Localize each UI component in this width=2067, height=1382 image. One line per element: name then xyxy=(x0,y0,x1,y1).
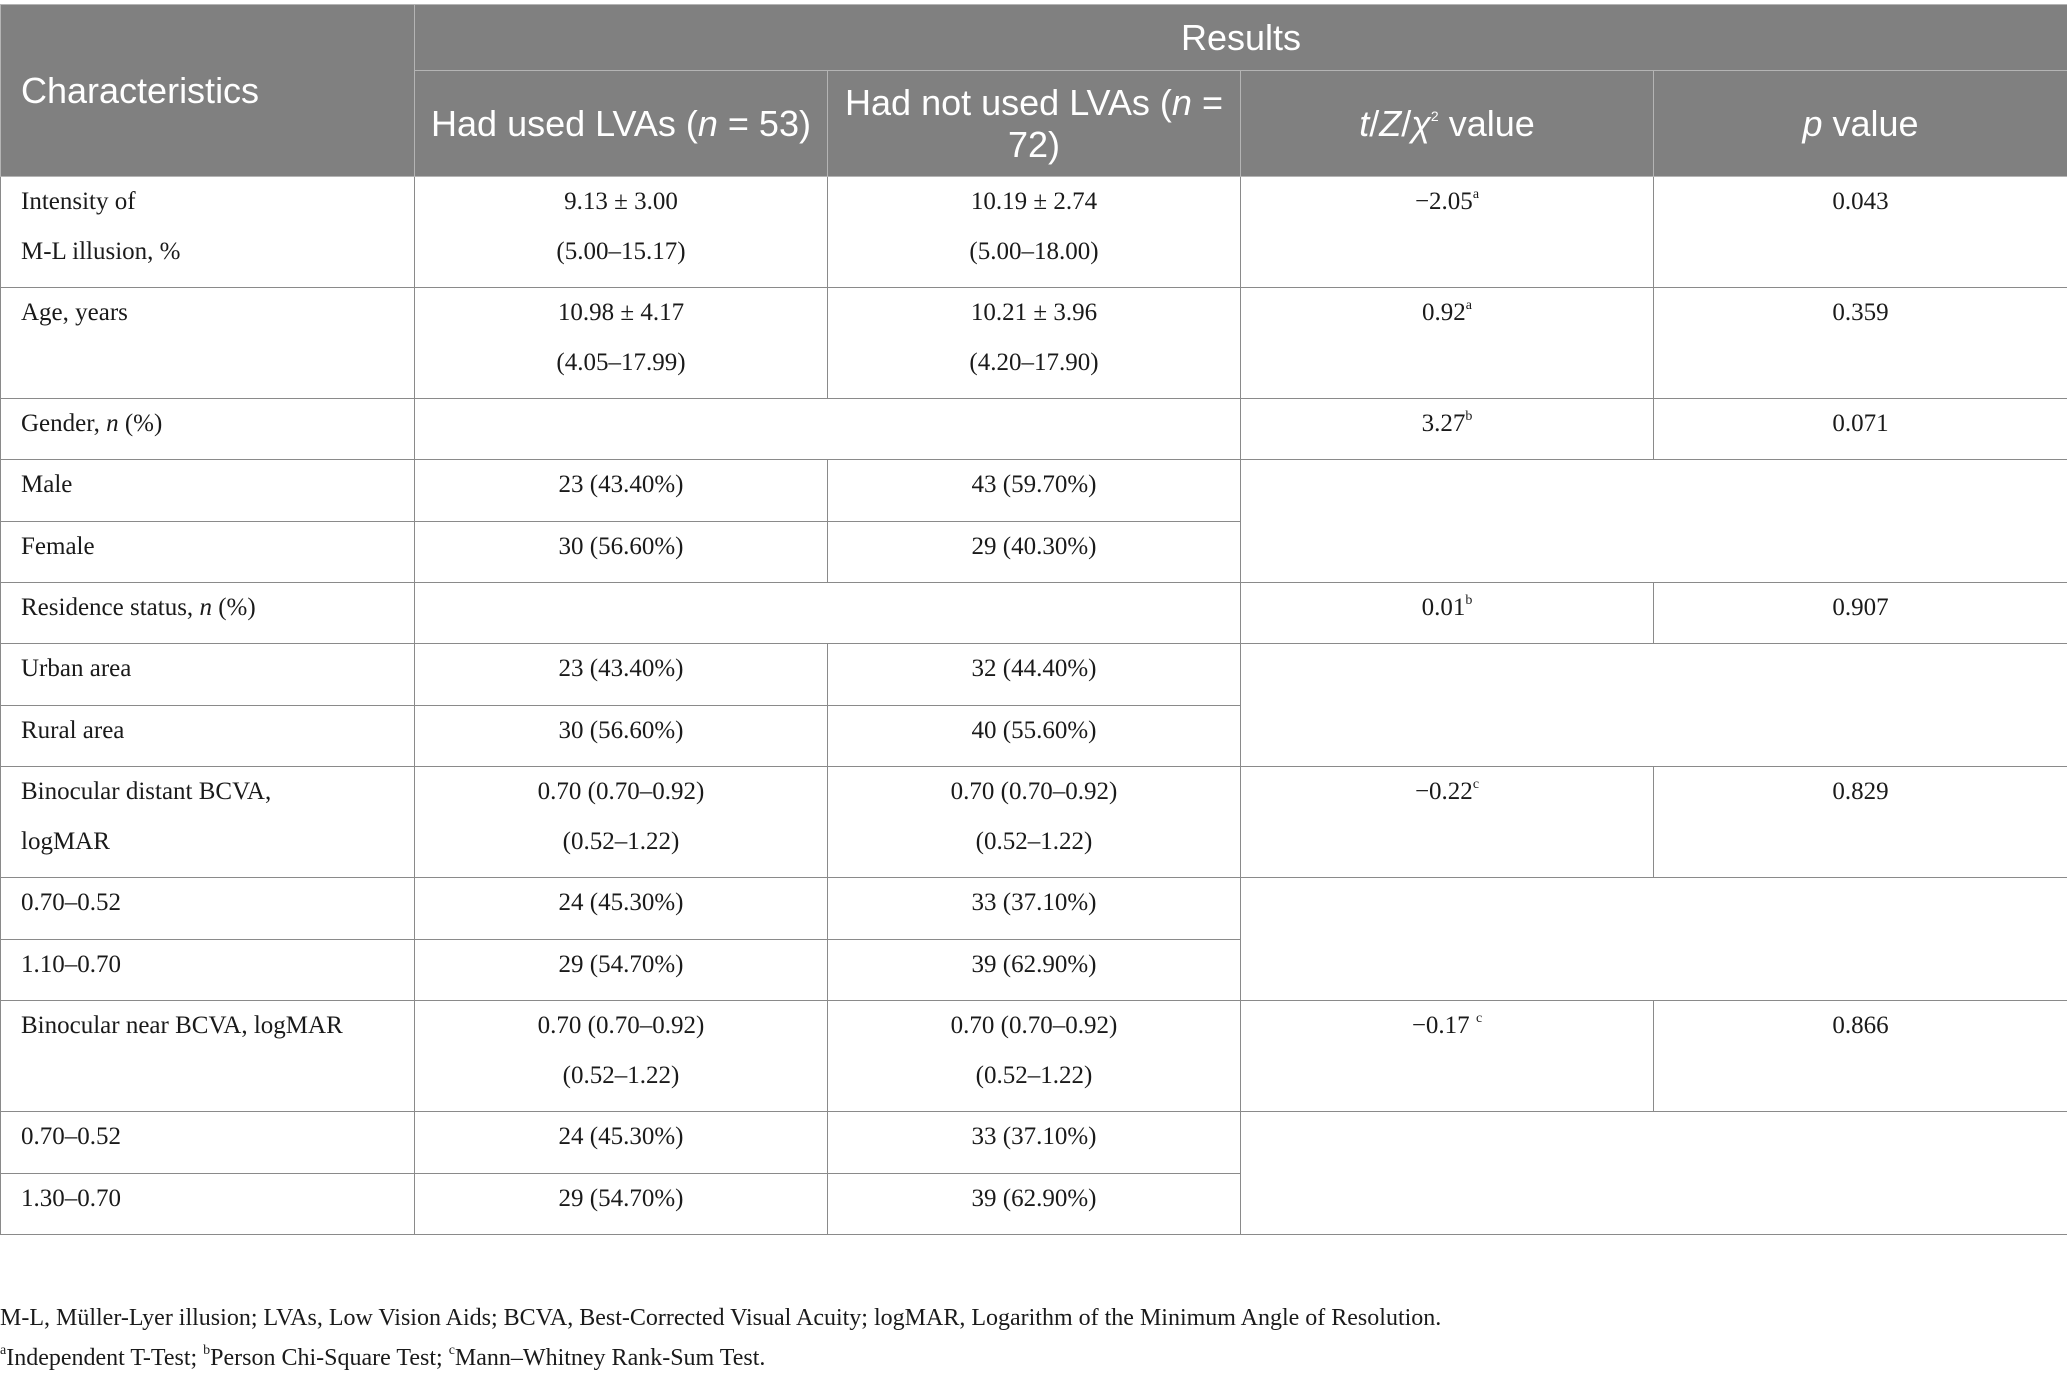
table-row xyxy=(1,460,2067,522)
table-row xyxy=(1,583,2067,644)
used-value: 24 (45.30%) xyxy=(415,1112,828,1174)
stat-value: −0.17 $^c$ xyxy=(1241,1001,1654,1112)
table-row xyxy=(1,644,2067,706)
used-value: 23 (43.40%) xyxy=(415,644,828,706)
row-label: Urban area xyxy=(1,644,415,706)
notused-value: 40 (55.60%) xyxy=(828,706,1241,767)
p-value: 0.359 xyxy=(1654,288,2067,399)
used-value: 0.70 (0.70–0.92) (0.52–1.22) xyxy=(415,1001,828,1112)
row-label: Intensity of M-L illusion, % xyxy=(1,177,415,288)
stat-value: 3.27$^b$ xyxy=(1241,399,1654,460)
table-row xyxy=(1,878,2067,940)
stat-value: 0.01$^b$ xyxy=(1241,583,1654,644)
used-value: 30 (56.60%) xyxy=(415,706,828,767)
header-characteristics: Characteristics xyxy=(1,5,415,177)
table-row xyxy=(1,399,2067,460)
notused-value: 10.19 ± 2.74 (5.00–18.00) xyxy=(828,177,1241,288)
row-label: Residence status, n (%) xyxy=(1,583,415,644)
abbreviations-footnote: M-L, Müller-Lyer illusion; LVAs, Low Vision Aids; BCVA, Best-Corrected Visual Acuity; logMAR, Logarithm of the Minimum Angle of Resolution. xyxy=(0,1305,1442,1331)
header-results: Results xyxy=(415,5,2067,71)
used-value: 0.70 (0.70–0.92) (0.52–1.22) xyxy=(415,767,828,878)
row-label: Age, years xyxy=(1,288,415,399)
empty-cell xyxy=(1241,1112,2067,1235)
header-had-used-lvas: Had used LVAs (n = 53) xyxy=(415,71,828,177)
table-row xyxy=(1,177,2067,288)
row-label: Male xyxy=(1,460,415,522)
p-value: 0.866 xyxy=(1654,1001,2067,1112)
notused-value: 33 (37.10%) xyxy=(828,878,1241,940)
p-value: 0.043 xyxy=(1654,177,2067,288)
row-label: Gender, n (%) xyxy=(1,399,415,460)
row-label: Binocular near BCVA, logMAR xyxy=(1,1001,415,1112)
p-value: 0.907 xyxy=(1654,583,2067,644)
row-label: Binocular distant BCVA, logMAR xyxy=(1,767,415,878)
table-row xyxy=(1,1001,2067,1112)
header-notused-n: (n = 72) xyxy=(1007,81,1223,165)
row-label: 1.30–0.70 xyxy=(1,1174,415,1235)
empty-cell xyxy=(1241,460,2067,583)
header-had-not-used-lvas: Had not used LVAs (n = 72) xyxy=(828,71,1241,177)
notused-value: 10.21 ± 3.96 (4.20–17.90) xyxy=(828,288,1241,399)
notused-value: 39 (62.90%) xyxy=(828,940,1241,1001)
row-label: 0.70–0.52 xyxy=(1,878,415,940)
header-used-n: (n = 53) xyxy=(685,102,811,144)
used-value: 29 (54.70%) xyxy=(415,1174,828,1235)
notused-value: 0.70 (0.70–0.92) (0.52–1.22) xyxy=(828,767,1241,878)
empty-cell xyxy=(415,583,1241,644)
used-value: 29 (54.70%) xyxy=(415,940,828,1001)
stat-value: −2.05$^a$ xyxy=(1241,177,1654,288)
characteristics-table xyxy=(0,4,2067,1235)
stat-value: 0.92$^a$ xyxy=(1241,288,1654,399)
used-value: 10.98 ± 4.17 (4.05–17.99) xyxy=(415,288,828,399)
used-value: 30 (56.60%) xyxy=(415,522,828,583)
empty-cell xyxy=(1241,878,2067,1001)
row-label: Rural area xyxy=(1,706,415,767)
notused-value: 0.70 (0.70–0.92) (0.52–1.22) xyxy=(828,1001,1241,1112)
p-value: 0.829 xyxy=(1654,767,2067,878)
row-label: 0.70–0.52 xyxy=(1,1112,415,1174)
table-row xyxy=(1,767,2067,878)
notused-value: 39 (62.90%) xyxy=(828,1174,1241,1235)
empty-cell xyxy=(415,399,1241,460)
header-p-value: p value xyxy=(1654,71,2067,177)
used-value: 9.13 ± 3.00 (5.00–15.17) xyxy=(415,177,828,288)
notused-value: 32 (44.40%) xyxy=(828,644,1241,706)
row-label: 1.10–0.70 xyxy=(1,940,415,1001)
empty-cell xyxy=(1241,644,2067,767)
tests-footnote: $^a$Independent T-Test; $^b$Person Chi-Square Test; $^c$Mann–Whitney Rank-Sum Test. xyxy=(0,1343,766,1371)
table-footnotes xyxy=(0,1298,2067,1378)
used-value: 23 (43.40%) xyxy=(415,460,828,522)
table-row xyxy=(1,288,2067,399)
header-stat-value: $t/Z/\chi^2$ value xyxy=(1241,71,1654,177)
table-row xyxy=(1,1112,2067,1174)
notused-value: 33 (37.10%) xyxy=(828,1112,1241,1174)
p-value: 0.071 xyxy=(1654,399,2067,460)
table-body xyxy=(1,177,2067,1235)
notused-value: 29 (40.30%) xyxy=(828,522,1241,583)
stat-value: −0.22$^c$ xyxy=(1241,767,1654,878)
notused-value: 43 (59.70%) xyxy=(828,460,1241,522)
used-value: 24 (45.30%) xyxy=(415,878,828,940)
row-label: Female xyxy=(1,522,415,583)
